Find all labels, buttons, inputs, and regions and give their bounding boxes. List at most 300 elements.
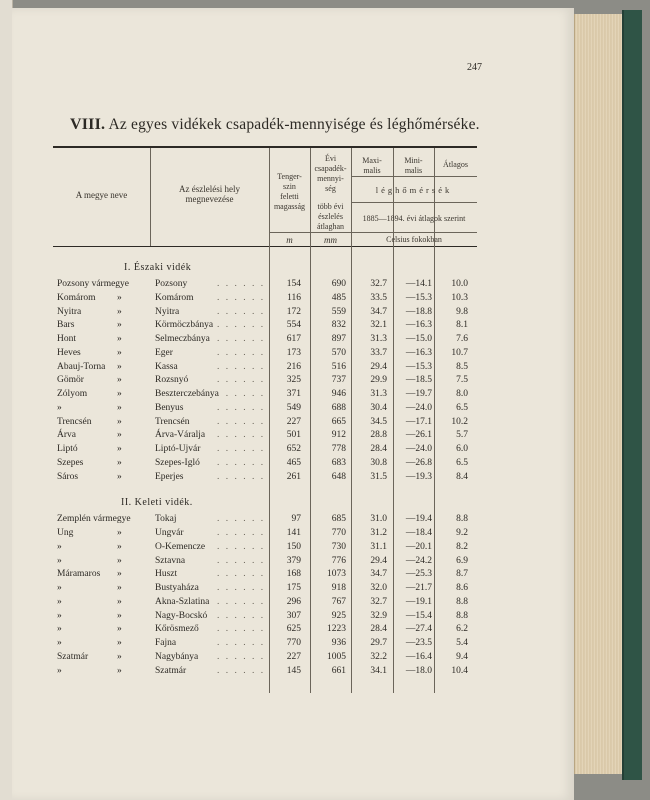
cell-county: Gömör [57,375,84,386]
table-row [57,417,477,430]
cell-mark: » [117,665,122,676]
table-row [57,375,477,388]
cell-prec: 559 [331,306,346,317]
cell-elev: 175 [286,583,301,593]
cell-prec: 897 [331,334,346,344]
cell-place: Körmöczbánya [155,320,214,331]
cell-county: Zemplén vármegye [57,514,131,525]
cell-max: 30.8 [370,457,387,468]
cell-mark: » [117,292,122,303]
cell-place: Komárom [155,292,194,303]
cell-prec: 918 [331,583,346,593]
cell-prec: 661 [331,665,346,676]
table-row [57,458,477,471]
cell-max: 29.4 [370,361,387,372]
cell-mark: » [117,361,122,372]
cell-max: 34.7 [370,569,387,580]
header-elevation-line: Tenger- [277,172,302,181]
cell-county: » [57,610,62,621]
cell-avg: 6.5 [456,402,468,413]
cell-place: Liptó-Ujvár [155,444,201,454]
leader-dots: . . . . . . [217,596,266,607]
cell-elev: 379 [286,555,301,566]
cell-elev: 150 [286,541,301,552]
cell-avg: 6.2 [456,624,468,635]
cell-prec: 570 [331,347,346,358]
header-unit-mm: mm [324,235,337,245]
cell-mark: » [117,347,122,358]
header-min-line: Mini- [404,156,423,165]
header-min-line: malis [404,166,423,175]
cell-county: Zólyom [57,389,88,399]
table-row [57,556,477,569]
cell-county: » [57,624,62,635]
cell-max: 31.0 [370,514,387,525]
title-numeral: VIII. [70,116,106,133]
table-row [57,638,477,651]
cell-avg: 10.3 [451,292,468,303]
leader-dots: . . . . . . [217,624,266,635]
section-heading: II. Keleti vidék. [121,497,193,509]
table-row [57,293,477,306]
cell-elev: 554 [286,320,301,331]
leader-dots: . . . . . . [217,471,266,482]
leader-dots: . . . . . . [217,541,266,552]
cell-avg: 6.5 [456,457,468,468]
leader-dots: . . . . . . [217,292,266,303]
cell-county: » [57,555,62,566]
cell-county: Ung [57,528,74,538]
header-elevation-line: szin [283,182,296,191]
header-elevation-line: feletti [280,192,299,201]
header-max-line: Maxi- [362,156,382,165]
cell-avg: 10.0 [451,279,468,289]
cell-place: Pozsony [155,279,188,289]
cell-place: O-Kemencze [155,541,206,552]
cell-prec: 730 [331,541,346,552]
table-row [57,307,477,320]
cell-mark: » [117,320,122,331]
table-row [57,320,477,333]
cell-elev: 116 [287,292,301,303]
cell-max: 28.8 [370,430,387,441]
cell-max: 28.4 [370,624,387,635]
cell-elev: 97 [291,514,301,525]
leader-dots: . . . . . . [217,528,266,538]
cell-max: 29.4 [370,555,387,566]
cell-county: Szatmár [57,651,89,662]
cell-mark: » [117,416,122,427]
cell-min: —25.3 [405,569,432,580]
cell-avg: 8.1 [456,320,468,331]
header-place [150,184,269,204]
table-row [57,362,477,375]
header-rule [310,232,477,233]
header-temp: léghőmérsék [375,185,453,195]
cell-elev: 173 [286,347,301,358]
cell-county: » [57,596,62,607]
cell-mark: » [117,583,122,593]
cell-max: 32.1 [370,320,387,331]
cell-mark: » [117,610,122,621]
cell-prec: 912 [331,430,346,441]
cell-place: Eger [155,347,173,358]
cell-avg: 8.4 [456,471,468,482]
cell-prec: 1223 [327,624,346,635]
cell-max: 31.3 [370,334,387,344]
cell-max: 34.5 [370,416,387,427]
cell-min: —27.4 [405,624,432,635]
cell-prec: 770 [331,528,346,538]
cell-place: Akna-Szlatina [155,596,210,607]
header-precip-note-line: észlelés [318,212,343,221]
cell-county: Liptó [57,444,78,454]
cell-elev: 770 [286,638,301,648]
header-precip-line: csapadék- [314,164,347,173]
cell-avg: 8.5 [456,361,468,372]
cell-prec: 683 [331,457,346,468]
cell-county: » [57,638,62,648]
cell-min: —19.1 [405,596,432,607]
cell-min: —23.5 [405,638,432,648]
cell-place: Eperjes [155,471,184,482]
cell-avg: 8.8 [456,596,468,607]
table-row [57,430,477,443]
cell-min: —19.7 [405,389,432,399]
header-precip-note [310,202,351,232]
cell-max: 30.4 [370,402,387,413]
cell-max: 33.7 [370,347,387,358]
cell-county: » [57,402,62,413]
header-precip-note-line: átlaghan [316,222,345,231]
cell-elev: 141 [286,528,301,538]
cell-min: —24.0 [405,444,432,454]
cell-min: —24.0 [405,402,432,413]
leader-dots: . . . . . . [217,334,266,344]
cell-max: 31.3 [370,389,387,399]
leader-dots: . . . . . . [217,375,266,386]
cell-min: —15.4 [405,610,432,621]
cell-min: —26.8 [405,457,432,468]
leader-dots: . . . . . . [217,583,266,593]
leader-dots: . . . . . . [217,569,266,580]
cell-mark: » [117,402,122,413]
cell-prec: 1005 [327,651,346,662]
cell-place: Kassa [155,361,178,372]
cell-min: —16.4 [405,651,432,662]
section-heading: I. Északi vidék [124,262,192,273]
cell-prec: 778 [331,444,346,454]
table-row [57,389,477,402]
table-row [57,514,477,527]
cell-mark: » [117,541,122,552]
cell-min: —17.1 [405,416,432,427]
cell-place: Nagybánya [155,651,199,662]
cell-min: —18.0 [405,665,432,676]
cell-county: Trencsén [57,416,92,427]
cell-place: Ungvár [155,528,184,538]
cell-elev: 307 [286,610,301,621]
cell-county: » [57,665,62,676]
cell-elev: 261 [286,471,301,482]
cell-elev: 168 [286,569,301,580]
header-max-line: malis [363,166,381,175]
header-max [351,156,393,176]
cell-county: Komárom [57,292,96,303]
cell-mark: » [117,457,122,468]
table-row [57,542,477,555]
leader-dots: . . . . . . [217,651,266,662]
cell-min: —16.3 [405,320,432,331]
cell-mark: » [117,596,122,607]
cell-prec: 1073 [327,569,346,580]
cell-mark: » [117,444,122,454]
cell-mark: » [117,430,122,441]
leader-dots: . . . . . . [217,444,266,454]
cell-avg: 8.2 [456,541,468,552]
cell-avg: 7.5 [456,375,468,386]
header-min [393,156,434,176]
cell-min: —15.3 [405,361,432,372]
cell-place: Huszt [155,569,178,580]
leader-dots: . . . . . . [217,430,266,441]
leader-dots: . . . . . . [217,514,266,525]
header-precip-line: mennyi- [317,174,344,183]
cell-avg: 8.0 [456,389,468,399]
cell-avg: 10.2 [451,416,468,427]
cell-county: Heves [57,347,81,358]
cell-avg: 8.8 [456,514,468,525]
cell-county: Sáros [57,471,79,482]
header-rule [269,232,310,233]
cell-elev: 216 [286,361,301,372]
cell-place: Benyus [155,402,184,413]
cell-elev: 172 [286,306,301,317]
cell-place: Trencsén [155,416,190,427]
header-elevation [269,172,310,212]
cell-avg: 10.7 [451,347,468,358]
cell-max: 32.2 [370,651,387,662]
table-row [57,528,477,541]
header-period: 1885—1894. évi átlagok szerint [362,214,466,223]
cell-min: —18.8 [405,306,432,317]
table-row [57,666,477,679]
cell-avg: 9.8 [456,306,468,317]
table-row [57,624,477,637]
cell-county: » [57,583,62,593]
cell-prec: 767 [331,596,346,607]
cell-max: 29.7 [370,638,387,648]
table-row [57,583,477,596]
table-top-rule [53,146,477,148]
cell-prec: 690 [331,279,346,289]
cell-max: 32.0 [370,583,387,593]
page-title [70,116,480,134]
book-cover [622,10,642,780]
cell-prec: 832 [331,320,346,331]
cell-elev: 465 [286,457,301,468]
cell-mark: » [117,306,122,317]
cell-min: —15.0 [405,334,432,344]
cell-max: 32.7 [370,596,387,607]
cell-max: 32.7 [370,279,387,289]
table-row [57,444,477,457]
table-row [57,652,477,665]
cell-place: Rozsnyó [155,375,189,386]
cell-elev: 501 [286,430,301,441]
cell-mark: » [117,528,122,538]
header-rule [351,176,477,177]
header-place-line: megnevezése [185,194,234,204]
cell-mark: » [117,389,122,399]
cell-max: 28.4 [370,444,387,454]
table-row [57,597,477,610]
cell-min: —19.4 [405,514,432,525]
cell-max: 34.1 [370,665,387,676]
cell-elev: 325 [286,375,301,386]
leader-dots: . . . . . . [217,389,266,399]
header-precip-line: ség [325,184,336,193]
cell-avg: 8.7 [456,569,468,580]
header-county: A megye neve [75,190,128,200]
cell-prec: 776 [331,555,346,566]
cell-avg: 5.7 [456,430,468,441]
cell-mark: » [117,471,122,482]
cell-max: 31.2 [370,528,387,538]
cell-max: 31.1 [370,541,387,552]
cell-elev: 154 [286,279,301,289]
table-row [57,403,477,416]
cell-place: Beszterczebánya [155,389,219,399]
cell-place: Nagy-Bocskó [155,610,208,621]
cell-min: —21.7 [405,583,432,593]
cell-elev: 617 [286,334,301,344]
cell-min: —18.4 [405,528,432,538]
cell-elev: 227 [286,416,301,427]
table-row [57,348,477,361]
leader-dots: . . . . . . [217,361,266,372]
leader-dots: . . . . . . [217,279,266,289]
cell-prec: 485 [331,292,346,303]
header-unit-m: m [286,235,293,245]
header-elevation-line: magasság [273,202,306,211]
leader-dots: . . . . . . [217,665,266,676]
cell-place: Sztavna [155,555,186,566]
cell-max: 31.5 [370,471,387,482]
header-avg: Átlagos [443,160,468,169]
cell-mark: » [117,569,122,580]
cell-mark: » [117,651,122,662]
cell-county: Máramaros [57,569,101,580]
leader-dots: . . . . . . [217,416,266,427]
cell-place: Tokaj [155,514,177,525]
cell-min: —15.3 [405,292,432,303]
cell-avg: 6.0 [456,444,468,454]
cell-prec: 936 [331,638,346,648]
cell-avg: 10.4 [451,665,468,676]
cell-min: —26.1 [405,430,432,441]
cell-elev: 296 [286,596,301,607]
header-bottom-rule [53,246,477,247]
cell-elev: 549 [286,402,301,413]
cell-max: 33.5 [370,292,387,303]
cell-avg: 7.6 [456,334,468,344]
cell-avg: 5.4 [456,638,468,648]
header-precip [310,154,351,194]
cell-county: Szepes [57,457,84,468]
cell-county: » [57,541,62,552]
header-precip-line: Évi [324,154,337,163]
leader-dots: . . . . . . [217,320,266,331]
leader-dots: . . . . . . [217,457,266,468]
cell-place: Szatmár [155,665,187,676]
table-row [57,279,477,292]
cell-place: Kőrösmező [155,624,199,635]
leader-dots: . . . . . . [217,638,266,648]
cell-mark: » [117,555,122,566]
leader-dots: . . . . . . [217,402,266,413]
leader-dots: . . . . . . [217,555,266,566]
leader-dots: . . . . . . [217,306,266,317]
cell-min: —18.5 [405,375,432,386]
cell-place: Bustyaháza [155,583,199,593]
cell-place: Selmeczbánya [155,334,210,344]
cell-elev: 652 [286,444,301,454]
cell-prec: 648 [331,471,346,482]
cell-place: Árva-Váralja [155,430,206,441]
cell-county: Pozsony vármegye [57,279,130,289]
cell-min: —24.2 [405,555,432,566]
cell-elev: 145 [286,665,301,676]
table-row [57,569,477,582]
header-unit-celsius: Celsius fokokban [386,235,442,244]
cell-max: 34.7 [370,306,387,317]
table-row [57,334,477,347]
cell-prec: 516 [331,361,346,372]
cell-county: Hont [57,334,76,344]
cell-min: —16.3 [405,347,432,358]
cell-mark: » [117,638,122,648]
cell-avg: 8.6 [456,583,468,593]
cell-elev: 371 [286,389,301,399]
cell-min: —20.1 [405,541,432,552]
cell-county: Árva [57,430,76,441]
cell-min: —19.3 [405,471,432,482]
header-rule [351,202,477,203]
cell-mark: » [117,334,122,344]
cell-elev: 227 [286,651,301,662]
cell-mark: » [117,624,122,635]
cell-county: Nyitra [57,306,82,317]
cell-place: Fajna [155,638,177,648]
page-number: 247 [467,62,482,73]
cell-county: Abauj-Torna [57,361,106,372]
table-row [57,611,477,624]
cell-mark: » [117,375,122,386]
header-place-line: Az észlelési hely [179,184,240,194]
header-precip-note-line: több évi [317,202,344,211]
cell-place: Szepes-Igló [155,457,200,468]
cell-avg: 9.2 [456,528,468,538]
cell-prec: 925 [331,610,346,621]
cell-prec: 685 [331,514,346,525]
cell-county: Bars [57,320,75,331]
cell-prec: 946 [331,389,346,399]
page-edges [574,14,623,774]
cell-min: —14.1 [405,279,432,289]
cell-place: Nyitra [155,306,180,317]
cell-prec: 737 [331,375,346,386]
